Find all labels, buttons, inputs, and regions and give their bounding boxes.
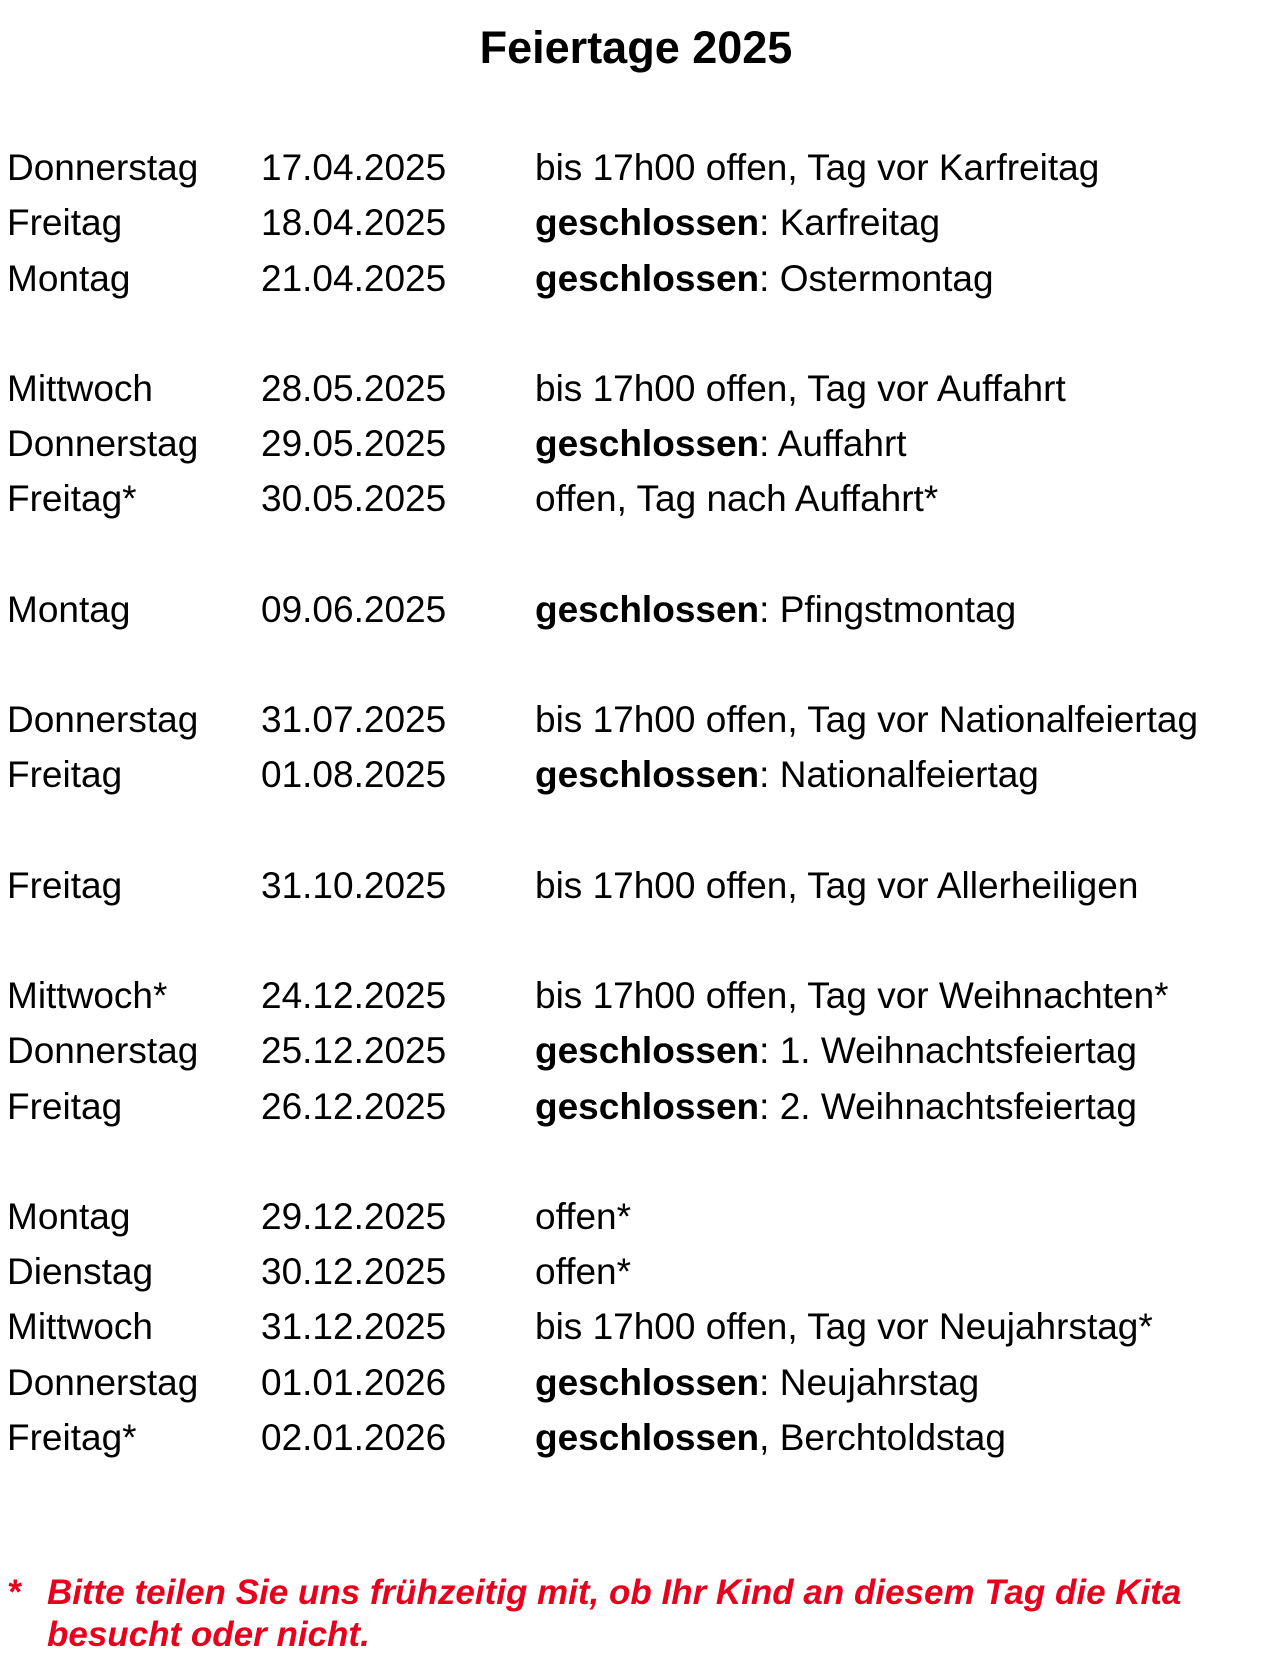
status-label: geschlossen — [535, 588, 760, 630]
holiday-group — [7, 140, 1267, 306]
separator: , — [759, 1417, 770, 1459]
holiday-row — [7, 140, 1267, 195]
holiday-row — [7, 195, 1267, 250]
date: 01.08.2025 — [261, 754, 447, 796]
description-text: 2. Weihnachtsfeiertag — [769, 1085, 1137, 1127]
date: 02.01.2026 — [261, 1417, 447, 1459]
date: 21.04.2025 — [261, 257, 447, 299]
description — [535, 1299, 1267, 1354]
status-label: geschlossen — [535, 1361, 760, 1403]
date: 31.10.2025 — [261, 864, 447, 906]
weekday: Dienstag — [7, 1251, 154, 1293]
description — [535, 582, 1267, 637]
date: 30.05.2025 — [261, 478, 447, 520]
description — [535, 858, 1267, 913]
status-label: geschlossen — [535, 754, 760, 796]
date: 24.12.2025 — [261, 974, 447, 1016]
status-label: geschlossen — [535, 1417, 760, 1459]
separator: : — [759, 754, 770, 796]
holiday-row — [7, 1355, 1267, 1410]
holiday-row — [7, 1079, 1267, 1134]
date: 31.07.2025 — [261, 699, 447, 741]
description — [535, 968, 1267, 1023]
holiday-group — [7, 858, 1267, 913]
separator: : — [759, 1030, 770, 1072]
separator: : — [759, 202, 770, 244]
holiday-row — [7, 1244, 1267, 1299]
weekday: Freitag* — [7, 1417, 137, 1459]
description — [535, 140, 1267, 195]
description — [535, 1079, 1267, 1134]
description-text: Karfreitag — [769, 202, 941, 244]
description-text: Nationalfeiertag — [769, 754, 1039, 796]
holiday-row — [7, 1189, 1267, 1244]
weekday: Donnerstag — [7, 699, 199, 741]
holiday-row — [7, 692, 1267, 747]
description-text: bis 17h00 offen, Tag vor Auffahrt — [535, 367, 1066, 409]
date: 29.12.2025 — [261, 1195, 447, 1237]
holiday-row — [7, 1023, 1267, 1078]
date: 28.05.2025 — [261, 367, 447, 409]
status-label: geschlossen — [535, 1085, 760, 1127]
weekday: Montag — [7, 588, 131, 630]
date: 26.12.2025 — [261, 1085, 447, 1127]
description-text: offen* — [535, 1195, 632, 1237]
description — [535, 361, 1267, 416]
weekday: Freitag — [7, 864, 123, 906]
holiday-group — [7, 361, 1267, 527]
holiday-row — [7, 361, 1267, 416]
description-text: bis 17h00 offen, Tag vor Allerheiligen — [535, 864, 1139, 906]
holiday-schedule — [7, 140, 1267, 1520]
weekday: Mittwoch — [7, 1306, 153, 1348]
weekday: Mittwoch — [7, 367, 153, 409]
date: 29.05.2025 — [261, 423, 447, 465]
status-label: geschlossen — [535, 202, 760, 244]
date: 31.12.2025 — [261, 1306, 447, 1348]
description-text: Berchtoldstag — [769, 1417, 1006, 1459]
status-label: geschlossen — [535, 1030, 760, 1072]
weekday: Freitag — [7, 754, 123, 796]
holiday-group — [7, 1189, 1267, 1465]
separator: : — [759, 1085, 770, 1127]
description-text: Ostermontag — [769, 257, 994, 299]
holiday-row — [7, 251, 1267, 306]
description — [535, 692, 1267, 747]
footnote-text: Bitte teilen Sie uns frühzeitig mit, ob Ihr Kind an diesem Tag die Kita besucht oder nicht. — [47, 1573, 1182, 1654]
description-text: Auffahrt — [769, 423, 907, 465]
holiday-row — [7, 858, 1267, 913]
holiday-group — [7, 968, 1267, 1134]
description-text: bis 17h00 offen, Tag vor Weihnachten* — [535, 974, 1169, 1016]
description-text: bis 17h00 offen, Tag vor Karfreitag — [535, 147, 1100, 188]
holiday-group — [7, 692, 1267, 803]
holiday-row — [7, 968, 1267, 1023]
description-text: Neujahrstag — [769, 1361, 980, 1403]
weekday: Freitag* — [7, 478, 137, 520]
separator: : — [759, 257, 770, 299]
holiday-group — [7, 582, 1267, 637]
description — [535, 251, 1267, 306]
description — [535, 1244, 1267, 1299]
description-text: bis 17h00 offen, Tag vor Neujahrstag* — [535, 1306, 1153, 1348]
description-text: 1. Weihnachtsfeiertag — [769, 1030, 1137, 1072]
date: 25.12.2025 — [261, 1030, 447, 1072]
separator: : — [759, 423, 770, 465]
weekday: Mittwoch* — [7, 974, 168, 1016]
holiday-row — [7, 1410, 1267, 1465]
page-title: Feiertage 2025 — [479, 22, 793, 73]
description-text: bis 17h00 offen, Tag vor Nationalfeiertag — [535, 699, 1199, 741]
date: 01.01.2026 — [261, 1361, 447, 1403]
description — [535, 1023, 1267, 1078]
footnote-marker: * — [7, 1573, 21, 1612]
description — [535, 1189, 1267, 1244]
weekday: Donnerstag — [7, 1361, 199, 1403]
holiday-row — [7, 582, 1267, 637]
separator: : — [759, 588, 770, 630]
weekday: Freitag — [7, 202, 123, 244]
weekday: Montag — [7, 1195, 131, 1237]
date: 17.04.2025 — [261, 147, 447, 188]
weekday: Donnerstag — [7, 423, 199, 465]
description-text: offen, Tag nach Auffahrt* — [535, 478, 939, 520]
date: 18.04.2025 — [261, 202, 447, 244]
holiday-row — [7, 471, 1267, 526]
description-text: Pfingstmontag — [769, 588, 1017, 630]
footnote — [7, 1572, 1257, 1656]
description — [535, 416, 1267, 471]
weekday: Donnerstag — [7, 1030, 199, 1072]
date: 30.12.2025 — [261, 1251, 447, 1293]
status-label: geschlossen — [535, 423, 760, 465]
weekday: Montag — [7, 257, 131, 299]
holiday-row — [7, 747, 1267, 802]
date: 09.06.2025 — [261, 588, 447, 630]
description — [535, 195, 1267, 250]
description — [535, 747, 1267, 802]
description — [535, 471, 1267, 526]
description — [535, 1410, 1267, 1465]
holiday-row — [7, 1299, 1267, 1354]
description-text: offen* — [535, 1251, 632, 1293]
weekday: Freitag — [7, 1085, 123, 1127]
weekday: Donnerstag — [7, 147, 199, 188]
holiday-row — [7, 416, 1267, 471]
status-label: geschlossen — [535, 257, 760, 299]
description — [535, 1355, 1267, 1410]
separator: : — [759, 1361, 770, 1403]
